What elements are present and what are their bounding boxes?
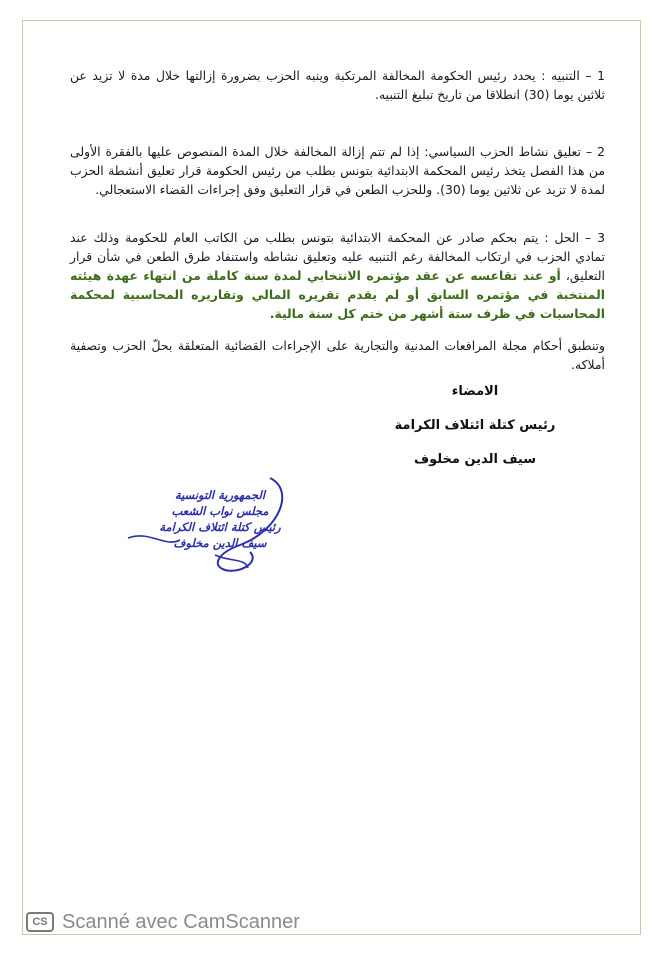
paragraph-3-text: – الحل : يتم بحكم صادر عن المحكمة الابتدائية بتونس بطلب من الكاتب العام للحكومة وذلك عند تمادي الحزب في ارتكاب المخالفة رغم التنبيه عليه وتعليق نشاطه واستنفاد طرق الطعن في شأن قرار التعليق،	[70, 230, 605, 283]
closing-paragraph: وتنطبق أحكام مجلة المرافعات المدنية والتجارية على الإجراءات القضائية المتعلقة بحلّ الحزب وتصفية أملاكه.	[70, 338, 605, 372]
handwritten-signature-icon	[120, 470, 320, 580]
signature-name: سيف الدين مخلوف	[413, 452, 537, 467]
paragraph-1-number: 1	[597, 68, 605, 83]
official-stamp	[120, 470, 320, 580]
signature-label: الامضاء	[451, 384, 499, 399]
stamp-line-1: الجمهورية التونسية	[174, 488, 266, 502]
paragraph-3-highlight: أو عند تقاعسه عن عقد مؤتمره الانتخابي لمدة سنة كاملة من انتهاء عهدة هيئته المنتخبة في مؤتمره السابق أو لم يقدم تقريره المالي وتقاريره المحاسبية لمحكمة المحاسبات في ظرف ستة أشهر من ختم كل سنة مالية.	[70, 268, 605, 321]
camscanner-logo-icon: CS	[26, 912, 54, 932]
paragraph-2-number: 2	[597, 144, 605, 159]
signature-title: رئيس كتلة ائتلاف الكرامة	[394, 418, 556, 433]
footer-text: Scanné avec CamScanner	[62, 910, 300, 933]
scan-footer	[26, 908, 300, 936]
paragraph-1	[70, 66, 605, 104]
paragraph-1-text: – التنبيه : يحدد رئيس الحكومة المخالفة المرتكبة وينبه الحزب بضرورة إزالتها خلال مدة لا تزيد عن ثلاثين يوما (30) انطلاقا من تاريخ تبليغ التنبيه.	[70, 68, 605, 102]
paragraph-3	[70, 228, 605, 323]
stamp-line-2: مجلس نواب الشعب	[171, 504, 269, 518]
paragraph-3-number: 3	[597, 230, 605, 245]
stamp-line-4: سيف الدين مخلوف	[173, 536, 267, 550]
paragraph-2-text: – تعليق نشاط الحزب السياسي: إذا لم تتم إزالة المخالفة خلال المدة المنصوص عليها بالفقرة الأولى من هذا الفصل يتخذ رئيس المحكمة الابتدائية بتونس بطلب من رئيس الحكومة قرار تعليق أنشطة الحزب لمدة لا تزيد عن ثلاثين يوما (30). وللحزب الطعن في قرار التعليق وفق إجراءات القضاء الاستعجالي.	[70, 144, 605, 197]
stamp-line-3: رئيس كتلة ائتلاف الكرامة	[159, 520, 281, 534]
paragraph-2	[70, 142, 605, 199]
